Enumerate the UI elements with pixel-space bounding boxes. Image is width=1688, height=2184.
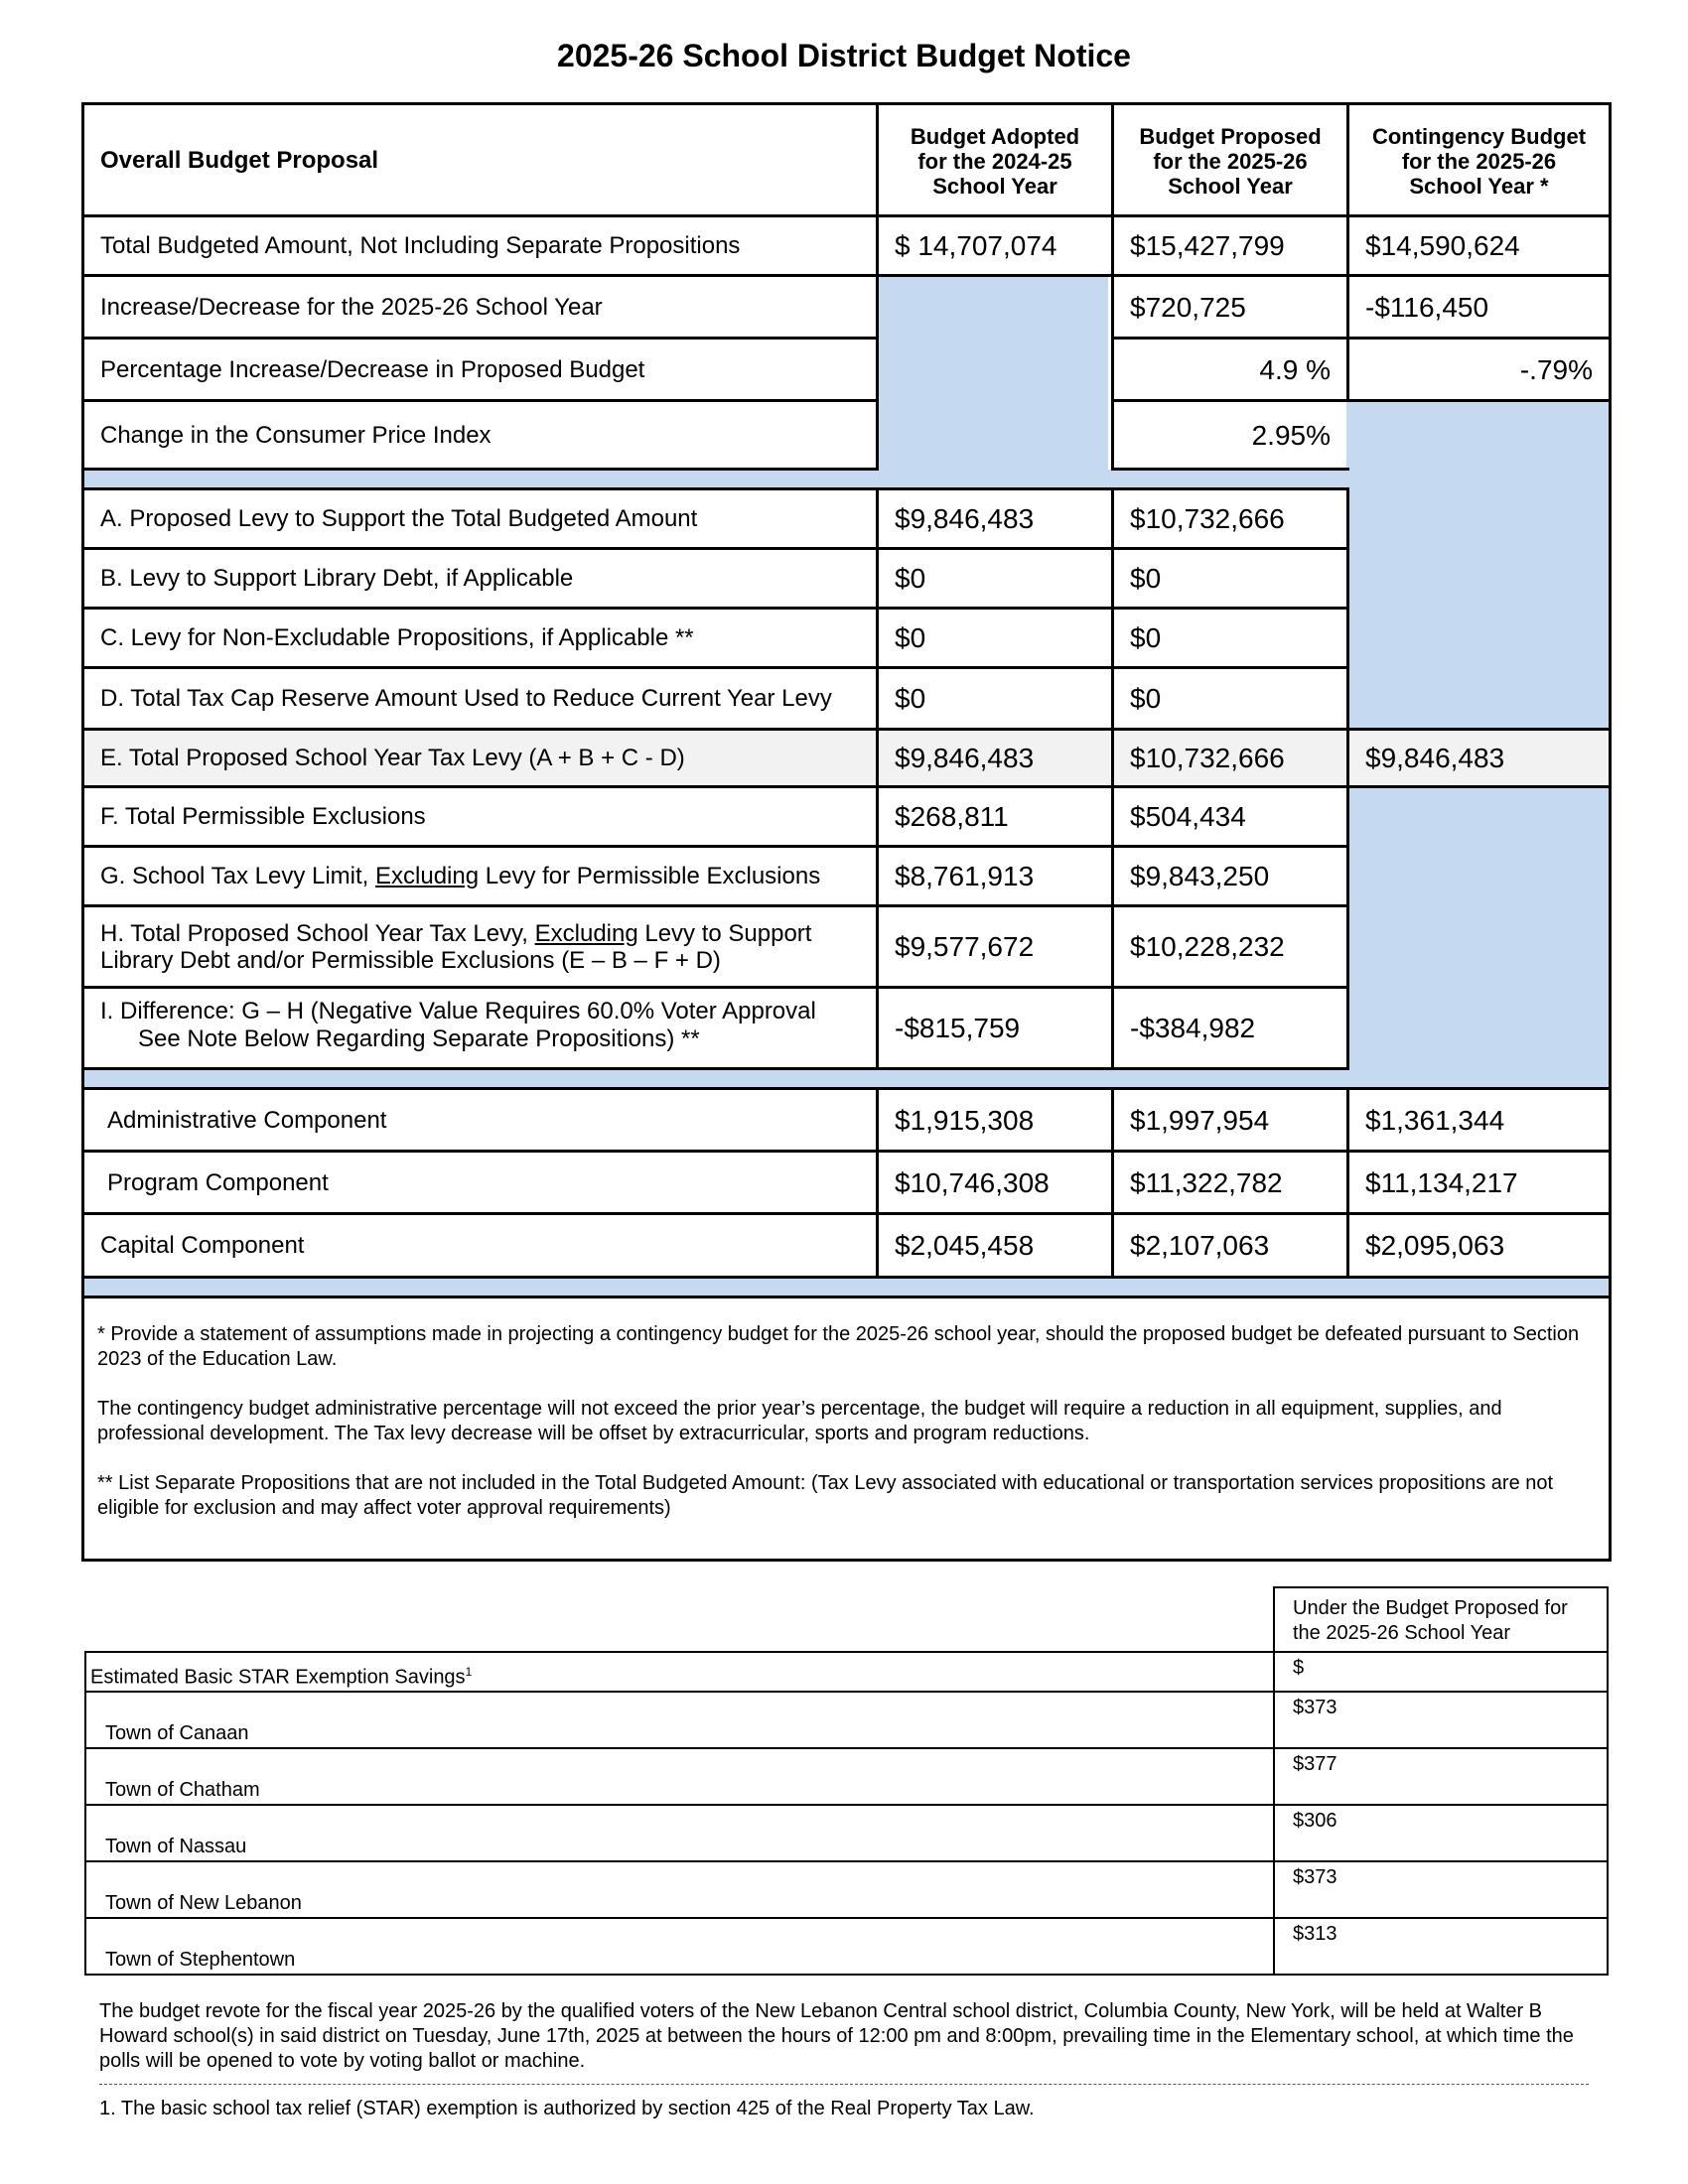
star-row (84, 1917, 1275, 1976)
grid-line (84, 337, 876, 340)
grid-line (1346, 487, 1349, 1069)
note-separate-propositions: ** List Separate Propositions that are not included in the Total Budgeted Amount: (Tax Levy associated with educational or transportation services propositions are not eligible for exclusion and may affect voter approval requirements) (97, 1472, 1554, 1519)
star-header-cell (1273, 1586, 1609, 1653)
row-h-label-post: Levy to Support Library Debt and/or Permissible Exclusions (E – B – F + D) (100, 920, 812, 974)
row-f-proposed: $504,434 (1130, 801, 1246, 832)
row-h-label (84, 906, 869, 988)
grid-line (84, 468, 879, 471)
row-h-adopted: $9,577,672 (895, 931, 1035, 962)
grid-line (84, 986, 1349, 989)
grid-line (84, 274, 1609, 277)
grid-line (84, 1087, 1609, 1090)
row-a-label: A. Proposed Levy to Support the Total Budgeted Amount (100, 505, 698, 532)
grid-line (84, 1150, 1609, 1153)
star-label-value: $ (1293, 1657, 1305, 1679)
row-capital-label: Capital Component (100, 1232, 305, 1259)
note-contingency-statement: The contingency budget administrative percentage will not exceed the prior year’s percentage, the budget will require a reduction in all equipment, supplies, and professional development. The Tax levy decrease will be offset by extracurricular, sports and program reductions. (97, 1398, 1502, 1444)
grid-line (84, 1212, 1609, 1215)
grid-line (876, 487, 879, 1069)
grid-line (1111, 399, 1609, 402)
grid-line (876, 105, 879, 470)
row-g-adopted: $8,761,913 (895, 861, 1035, 891)
grid-line (84, 1296, 1609, 1298)
row-b-label: B. Levy to Support Library Debt, if Applicable (100, 565, 574, 592)
row-g-label-underlined: Excluding (375, 863, 480, 889)
header-adopted: Budget Adopted for the 2024-25 School Year (910, 123, 1080, 199)
row-percent-contingency: -.79% (1519, 353, 1593, 385)
row-i-label-line1: I. Difference: G – H (Negative Value Requires 60.0% Voter Approval (100, 998, 816, 1024)
header-label: Overall Budget Proposal (100, 147, 379, 174)
row-i-label (84, 998, 876, 1053)
grid-line (84, 487, 1349, 490)
grid-line (84, 785, 1609, 788)
row-cpi-proposed: 2.95% (1251, 419, 1331, 451)
shade-band-3 (84, 1278, 1609, 1297)
row-h-label-pre: H. Total Proposed School Year Tax Levy, (100, 920, 535, 947)
grid-line (84, 547, 1349, 550)
row-e-adopted: $9,846,483 (895, 743, 1035, 773)
footnote-divider (99, 2084, 1589, 2085)
row-admin-label: Administrative Component (107, 1106, 387, 1134)
notes-section (97, 1322, 1587, 1521)
row-g-proposed: $9,843,250 (1130, 861, 1270, 891)
star-label-text: Estimated Basic STAR Exemption Savings (90, 1666, 466, 1689)
row-admin-proposed: $1,997,954 (1130, 1104, 1270, 1136)
star-label-footnote-ref: 1 (465, 1665, 473, 1679)
grid-line (876, 1087, 879, 1278)
star-town-name: Town of Canaan (105, 1722, 249, 1744)
grid-line (84, 1276, 1609, 1279)
row-program-proposed: $11,322,782 (1130, 1166, 1283, 1198)
row-d-adopted: $0 (895, 683, 926, 714)
row-program-contingency: $11,134,217 (1365, 1166, 1518, 1198)
row-total-contingency: $14,590,624 (1365, 230, 1520, 261)
shade-contingency-upper (1346, 401, 1609, 729)
shade-band-1 (84, 470, 1609, 489)
row-total-label: Total Budgeted Amount, Not Including Separate Propositions (100, 232, 741, 259)
row-f-label: F. Total Permissible Exclusions (100, 803, 426, 830)
row-increase-contingency: -$116,450 (1365, 291, 1489, 323)
grid-line (1111, 487, 1114, 1069)
grid-line (84, 728, 1609, 731)
star-row-value-cell (1273, 1804, 1609, 1862)
star-label-value-cell (1273, 1651, 1609, 1693)
row-capital-adopted: $2,045,458 (895, 1230, 1035, 1261)
header-proposed: Budget Proposed for the 2025-26 School Year (1139, 123, 1322, 199)
row-capital-proposed: $2,107,063 (1130, 1230, 1270, 1261)
star-town-name: Town of Nassau (105, 1836, 247, 1857)
row-b-proposed: $0 (1130, 563, 1162, 594)
header-contingency: Contingency Budget for the 2025-26 School Year * (1371, 123, 1587, 199)
row-h-label-underlined: Excluding (534, 920, 638, 947)
row-admin-contingency: $1,361,344 (1365, 1104, 1505, 1136)
row-increase-label: Increase/Decrease for the 2025-26 School Year (100, 293, 603, 321)
page-title: 2025-26 School District Budget Notice (557, 38, 1131, 73)
vote-notice: The budget revote for the fiscal year 2025-26 by the qualified voters of the New Lebanon Central school district, Columbia County, New York, will be held at Walter B Howard school(s) in said district on Tuesday, June 17th, 2025 at between the hours of 12:00 pm and 8:00pm, prevailing time in the Elementary school, at which time the polls will be opened to vote by voting ballot or machine. (99, 2000, 1574, 2072)
star-town-value: $377 (1293, 1753, 1337, 1775)
row-percent-label: Percentage Increase/Decrease in Proposed Budget (100, 355, 645, 383)
grid-line (84, 845, 1349, 848)
row-i-adopted: -$815,759 (895, 1013, 1021, 1043)
star-town-value: $373 (1293, 1866, 1337, 1888)
grid-line (1111, 468, 1349, 471)
grid-line (84, 1067, 1349, 1070)
row-total-proposed: $15,427,799 (1130, 230, 1285, 261)
row-increase-proposed: $720,725 (1130, 291, 1246, 323)
row-g-label (84, 847, 876, 906)
star-town-name: Town of New Lebanon (105, 1892, 302, 1914)
row-percent-proposed: 4.9 % (1259, 353, 1331, 385)
row-g-label-post: Levy for Permissible Exclusions (479, 863, 821, 889)
row-b-adopted: $0 (895, 563, 926, 594)
grid-line (1346, 1087, 1349, 1278)
star-row (84, 1691, 1275, 1749)
star-town-name: Town of Chatham (105, 1779, 260, 1801)
footnote-star: 1. The basic school tax relief (STAR) exemption is authorized by section 425 of the Real Property Tax Law. (99, 2098, 1035, 2119)
row-f-adopted: $268,811 (895, 801, 1009, 832)
row-c-proposed: $0 (1130, 622, 1162, 653)
shade-band-2 (84, 1069, 1609, 1089)
shade-contingency-lower (1346, 787, 1609, 1087)
star-town-value: $373 (1293, 1697, 1337, 1718)
star-label-cell (84, 1651, 1275, 1693)
star-row-value-cell (1273, 1691, 1609, 1749)
grid-line (84, 904, 1349, 907)
star-row (84, 1860, 1275, 1919)
row-c-label: C. Levy for Non-Excludable Propositions, if Applicable ** (100, 624, 694, 651)
row-g-label-pre: G. School Tax Levy Limit, (100, 863, 376, 889)
row-capital-contingency: $2,095,063 (1365, 1230, 1505, 1261)
grid-line (84, 666, 1349, 669)
grid-line (1111, 1087, 1114, 1278)
row-d-label: D. Total Tax Cap Reserve Amount Used to Reduce Current Year Levy (100, 685, 832, 712)
star-town-value: $306 (1293, 1810, 1337, 1832)
row-program-adopted: $10,746,308 (895, 1166, 1050, 1198)
grid-line (84, 214, 1609, 217)
row-cpi-label: Change in the Consumer Price Index (100, 421, 492, 449)
row-h-proposed: $10,228,232 (1130, 931, 1285, 962)
grid-line (84, 607, 1349, 610)
row-e-label: E. Total Proposed School Year Tax Levy (A + B + C - D) (100, 745, 685, 771)
star-row-value-cell (1273, 1917, 1609, 1976)
row-a-proposed: $10,732,666 (1130, 503, 1285, 534)
grid-line (1111, 105, 1114, 470)
row-program-label: Program Component (107, 1168, 329, 1196)
row-total-adopted: $ 14,707,074 (895, 230, 1057, 261)
row-a-adopted: $9,846,483 (895, 503, 1035, 534)
star-row (84, 1747, 1275, 1806)
grid-line (1346, 105, 1349, 401)
row-i-proposed: -$384,982 (1130, 1013, 1256, 1043)
note-contingency-assumptions: * Provide a statement of assumptions made in projecting a contingency budget for the 2025-26 school year, should the proposed budget be defeated pursuant to Section 2023 of the Education Law. (97, 1323, 1580, 1370)
row-d-proposed: $0 (1130, 683, 1162, 714)
star-header: Under the Budget Proposed for the 2025-26 School Year (1293, 1597, 1568, 1644)
row-e-contingency: $9,846,483 (1365, 743, 1505, 773)
grid-line (84, 399, 876, 402)
star-row-value-cell (1273, 1747, 1609, 1806)
grid-line (1111, 337, 1609, 340)
row-admin-adopted: $1,915,308 (895, 1104, 1035, 1136)
star-town-name: Town of Stephentown (105, 1949, 296, 1971)
row-e-proposed: $10,732,666 (1130, 743, 1285, 773)
star-row-value-cell (1273, 1860, 1609, 1919)
row-i-label-line2: See Note Below Regarding Separate Propositions) ** (138, 1025, 700, 1052)
star-label (90, 1665, 472, 1690)
star-row (84, 1804, 1275, 1862)
row-c-adopted: $0 (895, 622, 926, 653)
star-town-value: $313 (1293, 1923, 1337, 1945)
shade-adopted (876, 274, 1108, 470)
